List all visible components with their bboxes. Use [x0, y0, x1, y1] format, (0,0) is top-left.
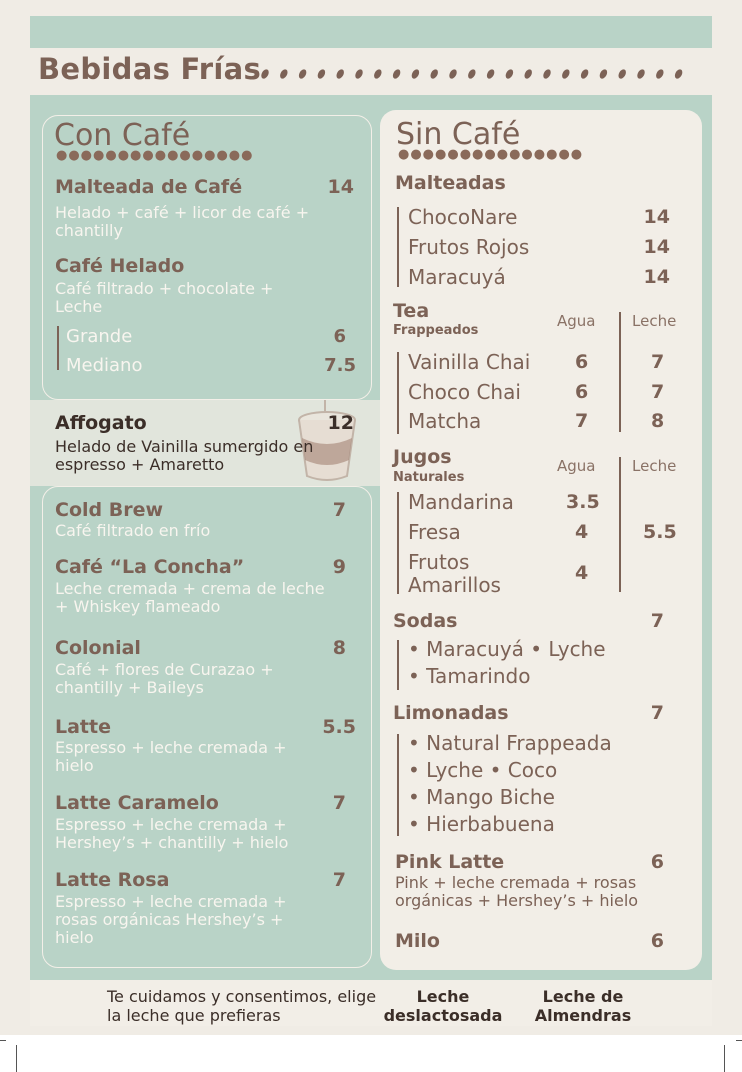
list-item: Mandarina	[408, 490, 514, 514]
con-cafe-title: Con Café	[54, 118, 191, 153]
title-dot	[316, 68, 327, 80]
item-desc: Leche cremada + crema de leche + Whiskey flameado	[55, 579, 325, 616]
price-agua: 3.5	[566, 491, 600, 513]
tea-title: Tea	[393, 300, 430, 322]
title-dot	[335, 68, 346, 80]
price-agua: 4	[575, 521, 589, 543]
crop-mark	[16, 1045, 17, 1072]
item-price: 7	[332, 869, 346, 891]
item-desc: Pink + leche cremada + rosas orgánicas + Hershey’s + hielo	[395, 873, 639, 910]
title-dot	[279, 68, 290, 80]
item-price: 14	[327, 176, 354, 198]
price-leche: 7	[651, 381, 665, 403]
item-desc: Café filtrado + chocolate + Leche	[55, 279, 274, 316]
tea-subtitle: Frappeados	[393, 323, 479, 338]
title-dot	[297, 68, 308, 80]
item-name: Latte Caramelo	[55, 792, 219, 814]
item-price: 7	[332, 792, 346, 814]
title-dot	[504, 68, 515, 80]
item-name: Café Helado	[55, 255, 185, 277]
column-divider	[619, 457, 621, 592]
item-price: 5.5	[322, 716, 356, 738]
list-item: Choco Chai	[408, 380, 521, 404]
list-item: Matcha	[408, 409, 482, 433]
list-item: • Hierbabuena	[408, 812, 555, 836]
item-name: Latte	[55, 716, 111, 738]
price-agua: 7	[575, 410, 589, 432]
item-name: Café “La Concha”	[55, 556, 245, 578]
title-dot	[467, 68, 478, 80]
title-dot-divider	[258, 66, 692, 82]
sin-cafe-dots: ●●●●●●●●●●●●●●●	[398, 147, 584, 162]
size-label: Mediano	[66, 355, 143, 376]
crop-mark	[724, 1045, 725, 1072]
title-dot	[542, 68, 553, 80]
list-item: • Natural Frappeada	[408, 731, 612, 755]
item-desc: Espresso + leche cremada + Hershey’s + chantilly + hielo	[55, 815, 289, 852]
title-dot	[410, 68, 421, 80]
footer-text: Te cuidamos y consentimos, elige la leche que prefieras	[107, 987, 377, 1025]
title-dot	[448, 68, 459, 80]
col-header-agua: Agua	[557, 457, 596, 475]
title-dot	[673, 68, 684, 80]
jugos-title: Jugos	[393, 446, 452, 468]
size-bracket	[57, 326, 59, 370]
item-price: 14	[643, 236, 670, 258]
list-item: ChocoNare	[408, 205, 518, 229]
title-dot	[354, 68, 365, 80]
col-header-leche: Leche	[632, 457, 677, 475]
title-dot	[523, 68, 534, 80]
item-price: 9	[332, 556, 346, 578]
item-desc: Espresso + leche cremada + hielo	[55, 738, 287, 775]
title-dot	[391, 68, 402, 80]
item-price: 7	[650, 610, 664, 632]
title-dot	[579, 68, 590, 80]
title-dot	[373, 68, 384, 80]
item-price: 6	[650, 851, 664, 873]
item-desc: Café + flores de Curazao + chantilly + Baileys	[55, 660, 274, 697]
milk-option: Leche deslactosada	[383, 987, 503, 1025]
price-leche: 7	[651, 351, 665, 373]
list-item: • Lyche • Coco	[408, 758, 558, 782]
crop-mark	[736, 1040, 742, 1041]
title-dot	[485, 68, 496, 80]
list-item: • Tamarindo	[408, 664, 531, 688]
title-dot	[617, 68, 628, 80]
list-item: Maracuyá	[408, 265, 506, 289]
item-price: 7	[650, 702, 664, 724]
item-price: 14	[643, 206, 670, 228]
item-name: Milo	[395, 930, 440, 952]
item-name: Pink Latte	[395, 851, 505, 873]
tea-bracket	[397, 352, 399, 434]
limonadas-bracket	[397, 734, 399, 836]
price-leche: 8	[651, 410, 665, 432]
list-item: Frutos Rojos	[408, 235, 530, 259]
list-item: Fresa	[408, 520, 461, 544]
item-desc: Helado + café + licor de café + chantilly	[55, 203, 310, 240]
size-price: 6	[333, 326, 346, 347]
column-divider	[619, 312, 621, 432]
list-item: Vainilla Chai	[408, 350, 531, 374]
list-item-cont: Amarillos	[408, 573, 501, 597]
price-agua: 6	[575, 351, 589, 373]
title-dot	[429, 68, 440, 80]
price-agua: 4	[575, 562, 589, 584]
size-label: Grande	[66, 326, 133, 347]
item-price: 6	[650, 930, 664, 952]
sodas-title: Sodas	[393, 610, 458, 632]
item-price: 12	[327, 412, 354, 434]
malteadas-bracket	[397, 207, 399, 287]
item-price: 14	[643, 266, 670, 288]
item-price: 8	[332, 637, 346, 659]
list-item: • Maracuyá • Lyche	[408, 637, 606, 661]
crop-mark	[0, 1040, 6, 1041]
top-band	[30, 16, 712, 48]
list-item: • Mango Biche	[408, 785, 555, 809]
item-name: Affogato	[55, 412, 147, 434]
item-name: Malteada de Café	[55, 176, 243, 198]
list-item: Frutos	[408, 550, 470, 574]
jugos-bracket	[397, 492, 399, 594]
col-header-leche: Leche	[632, 312, 677, 330]
item-name: Colonial	[55, 637, 141, 659]
size-price: 7.5	[324, 355, 356, 376]
price-leche: 5.5	[643, 521, 677, 543]
item-desc: Café filtrado en frío	[55, 521, 211, 540]
malteadas-title: Malteadas	[395, 172, 506, 194]
item-desc: Helado de Vainilla sumergido en espresso + Amaretto	[55, 437, 314, 474]
title-dot	[561, 68, 572, 80]
item-desc: Espresso + leche cremada + rosas orgánicas Hershey’s + hielo	[55, 892, 287, 947]
item-name: Latte Rosa	[55, 869, 170, 891]
title-dot	[260, 68, 271, 80]
title-dot	[636, 68, 647, 80]
limonadas-title: Limonadas	[393, 702, 509, 724]
sodas-bracket	[397, 640, 399, 690]
page-title: Bebidas Frías	[38, 52, 262, 86]
item-name: Cold Brew	[55, 499, 164, 521]
milk-option: Leche de Almendras	[534, 987, 632, 1025]
item-price: 7	[332, 499, 346, 521]
col-header-agua: Agua	[557, 312, 596, 330]
title-dot	[598, 68, 609, 80]
con-cafe-dots: ●●●●●●●●●●●●●●●●	[56, 148, 254, 163]
title-dot	[655, 68, 666, 80]
jugos-subtitle: Naturales	[393, 470, 465, 485]
sin-cafe-title: Sin Café	[396, 117, 521, 152]
price-agua: 6	[575, 381, 589, 403]
